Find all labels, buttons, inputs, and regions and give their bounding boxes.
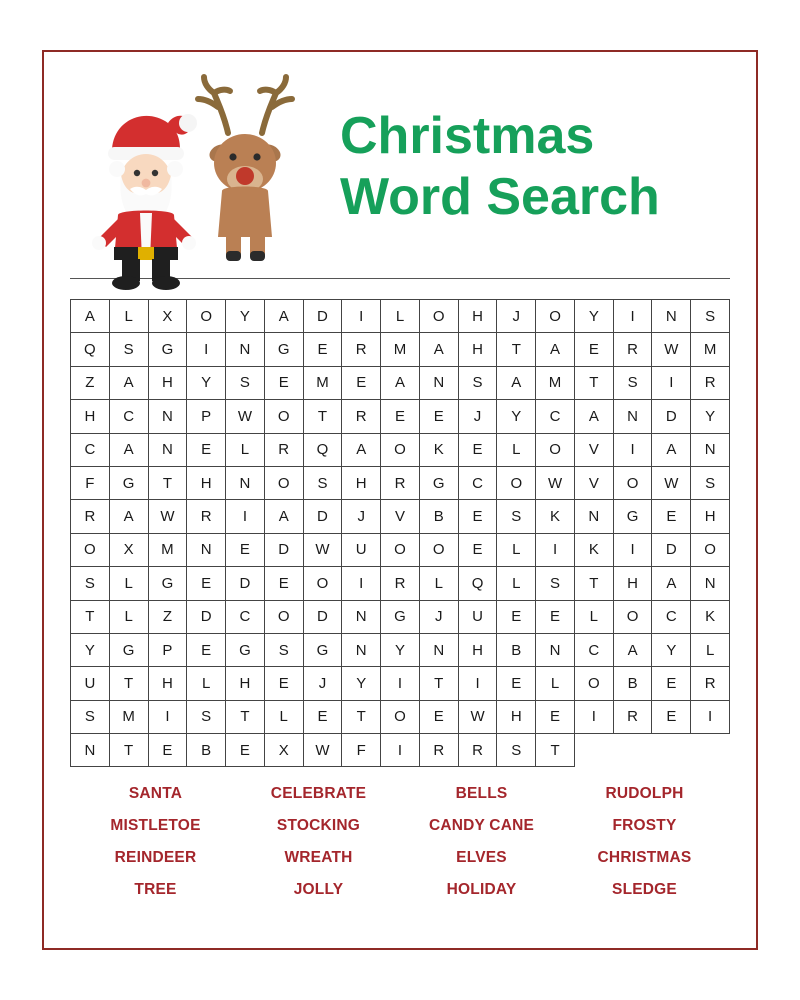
grid-cell[interactable]: H bbox=[342, 467, 381, 500]
grid-cell[interactable]: E bbox=[497, 601, 536, 634]
grid-cell[interactable]: C bbox=[652, 601, 691, 634]
grid-cell[interactable]: N bbox=[226, 467, 265, 500]
grid-cell[interactable]: Q bbox=[71, 333, 110, 366]
grid-cell[interactable]: N bbox=[187, 534, 226, 567]
title-line-1: Christmas bbox=[340, 106, 595, 165]
grid-cell[interactable]: L bbox=[226, 434, 265, 467]
grid-cell[interactable]: S bbox=[691, 300, 730, 333]
word-list-item[interactable]: CELEBRATE bbox=[270, 785, 367, 803]
grid-cell[interactable]: E bbox=[652, 667, 691, 700]
grid-cell[interactable]: E bbox=[304, 333, 343, 366]
reindeer-icon bbox=[188, 67, 308, 267]
grid-cell[interactable]: I bbox=[149, 701, 188, 734]
grid-cell[interactable]: L bbox=[110, 300, 149, 333]
grid-cell[interactable]: O bbox=[614, 601, 653, 634]
grid-cell[interactable]: H bbox=[149, 667, 188, 700]
grid-cell[interactable]: S bbox=[497, 734, 536, 767]
grid-cell[interactable]: E bbox=[381, 400, 420, 433]
grid-cell[interactable]: O bbox=[420, 534, 459, 567]
word-list-item[interactable]: FROSTY bbox=[612, 817, 677, 835]
word-search-grid bbox=[70, 299, 730, 767]
grid-cell[interactable]: C bbox=[459, 467, 498, 500]
grid-cell[interactable]: T bbox=[575, 367, 614, 400]
grid-cell[interactable]: C bbox=[71, 434, 110, 467]
grid-cell[interactable]: C bbox=[575, 634, 614, 667]
word-list-item[interactable]: STOCKING bbox=[276, 817, 361, 835]
grid-cell[interactable]: E bbox=[342, 367, 381, 400]
grid-cell[interactable]: H bbox=[149, 367, 188, 400]
worksheet-header bbox=[66, 62, 734, 272]
grid-cell[interactable]: X bbox=[149, 300, 188, 333]
grid-cell[interactable]: R bbox=[342, 333, 381, 366]
grid-cell[interactable]: R bbox=[420, 734, 459, 767]
grid-cell[interactable]: R bbox=[187, 500, 226, 533]
grid-cell[interactable]: N bbox=[536, 634, 575, 667]
grid-cell[interactable]: B bbox=[187, 734, 226, 767]
word-list-item[interactable]: ELVES bbox=[456, 849, 507, 867]
grid-cell[interactable]: R bbox=[71, 500, 110, 533]
grid-cell[interactable]: T bbox=[575, 567, 614, 600]
grid-cell[interactable]: O bbox=[497, 467, 536, 500]
grid-cell[interactable]: L bbox=[497, 434, 536, 467]
grid-cell[interactable]: O bbox=[420, 300, 459, 333]
grid-cell[interactable]: A bbox=[71, 300, 110, 333]
grid-cell[interactable]: Y bbox=[652, 634, 691, 667]
grid-cell[interactable]: N bbox=[575, 500, 614, 533]
grid-cell[interactable]: C bbox=[226, 601, 265, 634]
grid-cell[interactable]: D bbox=[304, 500, 343, 533]
word-list-item[interactable]: TREE bbox=[134, 881, 177, 899]
grid-cell[interactable]: F bbox=[71, 467, 110, 500]
grid-cell[interactable]: M bbox=[149, 534, 188, 567]
grid-cell[interactable]: Y bbox=[187, 367, 226, 400]
grid-cell[interactable]: E bbox=[265, 567, 304, 600]
grid-cell[interactable]: A bbox=[536, 333, 575, 366]
santa-icon bbox=[84, 97, 204, 297]
grid-cell[interactable]: H bbox=[71, 400, 110, 433]
grid-cell[interactable]: H bbox=[614, 567, 653, 600]
grid-cell[interactable]: E bbox=[187, 567, 226, 600]
grid-cell[interactable]: E bbox=[459, 500, 498, 533]
grid-cell[interactable]: O bbox=[575, 667, 614, 700]
grid-cell[interactable]: Y bbox=[575, 300, 614, 333]
grid-cell[interactable]: O bbox=[265, 467, 304, 500]
grid-cell[interactable]: Z bbox=[71, 367, 110, 400]
grid-cell[interactable]: S bbox=[304, 467, 343, 500]
grid-cell[interactable]: E bbox=[459, 434, 498, 467]
grid-cell[interactable]: E bbox=[226, 534, 265, 567]
grid-cell[interactable]: X bbox=[265, 734, 304, 767]
grid-cell[interactable]: W bbox=[536, 467, 575, 500]
grid-cell[interactable]: L bbox=[691, 634, 730, 667]
grid-cell[interactable]: S bbox=[459, 367, 498, 400]
grid-cell[interactable]: N bbox=[691, 434, 730, 467]
grid-cell[interactable]: T bbox=[497, 333, 536, 366]
grid-cell[interactable]: M bbox=[381, 333, 420, 366]
grid-cell[interactable]: A bbox=[652, 434, 691, 467]
word-list-item[interactable]: MISTLETOE bbox=[110, 817, 201, 835]
grid-cell[interactable]: E bbox=[652, 500, 691, 533]
grid-cell[interactable]: T bbox=[304, 400, 343, 433]
grid-cell[interactable]: H bbox=[691, 500, 730, 533]
grid-cell[interactable]: G bbox=[110, 467, 149, 500]
grid-cell[interactable]: S bbox=[614, 367, 653, 400]
grid-cell[interactable]: H bbox=[459, 333, 498, 366]
grid-cell[interactable]: J bbox=[497, 300, 536, 333]
grid-cell[interactable]: N bbox=[420, 634, 459, 667]
grid-cell[interactable]: E bbox=[652, 701, 691, 734]
word-list-item[interactable]: WREATH bbox=[284, 849, 353, 867]
grid-cell[interactable]: E bbox=[459, 534, 498, 567]
grid-cell[interactable]: V bbox=[575, 467, 614, 500]
grid-cell[interactable]: O bbox=[691, 534, 730, 567]
grid-cell[interactable]: S bbox=[497, 500, 536, 533]
grid-cell[interactable]: O bbox=[265, 601, 304, 634]
grid-cell[interactable]: X bbox=[110, 534, 149, 567]
grid-cell[interactable]: A bbox=[265, 500, 304, 533]
grid-cell[interactable]: C bbox=[110, 400, 149, 433]
grid-cell[interactable]: T bbox=[420, 667, 459, 700]
grid-cell[interactable]: O bbox=[71, 534, 110, 567]
grid-cell[interactable]: S bbox=[71, 701, 110, 734]
page-title bbox=[334, 106, 734, 229]
grid-cell[interactable]: N bbox=[226, 333, 265, 366]
grid-cell[interactable]: I bbox=[187, 333, 226, 366]
grid-cell[interactable]: O bbox=[187, 300, 226, 333]
grid-cell[interactable]: W bbox=[304, 734, 343, 767]
grid-cell[interactable]: B bbox=[420, 500, 459, 533]
grid-cell[interactable]: D bbox=[226, 567, 265, 600]
grid-cell[interactable]: A bbox=[265, 300, 304, 333]
grid-cell[interactable]: G bbox=[265, 333, 304, 366]
grid-cell[interactable]: E bbox=[226, 734, 265, 767]
grid-cell[interactable]: J bbox=[342, 500, 381, 533]
grid-cell[interactable]: K bbox=[420, 434, 459, 467]
grid-cell[interactable]: I bbox=[342, 567, 381, 600]
grid-cell[interactable]: I bbox=[614, 534, 653, 567]
grid-cell[interactable]: N bbox=[149, 434, 188, 467]
grid-cell[interactable]: A bbox=[652, 567, 691, 600]
grid-cell[interactable]: A bbox=[342, 434, 381, 467]
grid-cell[interactable]: G bbox=[226, 634, 265, 667]
grid-cell[interactable]: T bbox=[71, 601, 110, 634]
grid-cell[interactable]: E bbox=[497, 667, 536, 700]
grid-cell[interactable]: S bbox=[71, 567, 110, 600]
grid-cell[interactable]: K bbox=[575, 534, 614, 567]
grid-cell[interactable]: D bbox=[265, 534, 304, 567]
grid-cell[interactable]: M bbox=[110, 701, 149, 734]
grid-cell[interactable]: M bbox=[691, 333, 730, 366]
grid-cell[interactable]: Y bbox=[71, 634, 110, 667]
grid-cell[interactable]: A bbox=[575, 400, 614, 433]
grid-cell[interactable]: W bbox=[226, 400, 265, 433]
word-list-item[interactable]: CANDY CANE bbox=[428, 817, 535, 835]
grid-cell[interactable]: L bbox=[110, 601, 149, 634]
grid-cell[interactable]: Y bbox=[342, 667, 381, 700]
grid-cell[interactable]: K bbox=[536, 500, 575, 533]
grid-cell[interactable]: B bbox=[497, 634, 536, 667]
grid-cell[interactable]: E bbox=[265, 367, 304, 400]
grid-cell[interactable]: E bbox=[304, 701, 343, 734]
grid-cell[interactable]: O bbox=[536, 300, 575, 333]
grid-cell[interactable]: B bbox=[614, 667, 653, 700]
grid-cell[interactable]: T bbox=[110, 667, 149, 700]
grid-cell[interactable]: R bbox=[265, 434, 304, 467]
grid-cell[interactable]: U bbox=[459, 601, 498, 634]
word-list-item[interactable]: BELLS bbox=[455, 785, 508, 803]
grid-cell[interactable]: A bbox=[110, 367, 149, 400]
grid-cell[interactable]: G bbox=[149, 333, 188, 366]
grid-cell[interactable]: J bbox=[304, 667, 343, 700]
grid-cell[interactable]: S bbox=[110, 333, 149, 366]
grid-cell[interactable]: W bbox=[652, 467, 691, 500]
grid-cell[interactable]: S bbox=[536, 567, 575, 600]
grid-cell[interactable]: I bbox=[614, 434, 653, 467]
grid-cell[interactable]: E bbox=[149, 734, 188, 767]
grid-cell[interactable]: T bbox=[110, 734, 149, 767]
grid-cell[interactable]: E bbox=[420, 400, 459, 433]
grid-cell[interactable]: Y bbox=[381, 634, 420, 667]
grid-cell[interactable]: O bbox=[381, 534, 420, 567]
grid-cell[interactable]: L bbox=[381, 300, 420, 333]
grid-cell[interactable]: I bbox=[614, 300, 653, 333]
grid-cell[interactable]: E bbox=[575, 333, 614, 366]
grid-cell[interactable]: I bbox=[342, 300, 381, 333]
holiday-illustration-group bbox=[84, 67, 334, 267]
grid-cell[interactable]: O bbox=[265, 400, 304, 433]
grid-cell[interactable]: N bbox=[342, 601, 381, 634]
grid-cell[interactable]: R bbox=[342, 400, 381, 433]
grid-cell[interactable]: A bbox=[420, 333, 459, 366]
grid-cell[interactable]: L bbox=[110, 567, 149, 600]
grid-cell[interactable]: W bbox=[304, 534, 343, 567]
grid-cell[interactable]: D bbox=[652, 400, 691, 433]
word-list-item[interactable]: SANTA bbox=[128, 785, 183, 803]
grid-cell[interactable]: D bbox=[187, 601, 226, 634]
grid-cell[interactable]: U bbox=[71, 667, 110, 700]
grid-cell[interactable]: N bbox=[420, 367, 459, 400]
grid-cell[interactable]: E bbox=[187, 434, 226, 467]
grid-cell[interactable]: V bbox=[381, 500, 420, 533]
grid-cell[interactable]: R bbox=[381, 567, 420, 600]
grid-cell[interactable]: C bbox=[536, 400, 575, 433]
grid-cell[interactable]: D bbox=[304, 601, 343, 634]
grid-cell[interactable]: O bbox=[381, 434, 420, 467]
word-list-item[interactable]: CHRISTMAS bbox=[597, 849, 692, 867]
grid-cell[interactable]: L bbox=[187, 667, 226, 700]
grid-cell[interactable]: L bbox=[497, 534, 536, 567]
grid-cell[interactable]: I bbox=[536, 534, 575, 567]
grid-cell[interactable]: G bbox=[149, 567, 188, 600]
grid-cell[interactable]: Y bbox=[226, 300, 265, 333]
grid-cell[interactable]: H bbox=[187, 467, 226, 500]
grid-cell[interactable]: H bbox=[459, 300, 498, 333]
grid-cell[interactable]: N bbox=[71, 734, 110, 767]
grid-cell[interactable]: D bbox=[304, 300, 343, 333]
grid-cell[interactable]: T bbox=[536, 734, 575, 767]
grid-cell[interactable]: I bbox=[652, 367, 691, 400]
grid-cell[interactable]: T bbox=[342, 701, 381, 734]
grid-cell[interactable]: P bbox=[187, 400, 226, 433]
grid-cell[interactable]: L bbox=[497, 567, 536, 600]
grid-cell[interactable]: E bbox=[265, 667, 304, 700]
worksheet-sheet bbox=[42, 50, 758, 950]
grid-cell[interactable]: O bbox=[304, 567, 343, 600]
grid-cell[interactable]: O bbox=[614, 467, 653, 500]
grid-cell[interactable]: L bbox=[575, 601, 614, 634]
grid-cell[interactable]: F bbox=[342, 734, 381, 767]
grid-cell[interactable]: S bbox=[265, 634, 304, 667]
grid-cell[interactable]: E bbox=[420, 701, 459, 734]
grid-cell[interactable]: G bbox=[304, 634, 343, 667]
grid-cell[interactable]: Y bbox=[497, 400, 536, 433]
grid-cell[interactable]: P bbox=[149, 634, 188, 667]
grid-cell[interactable]: H bbox=[226, 667, 265, 700]
grid-cell[interactable]: G bbox=[614, 500, 653, 533]
grid-cell[interactable]: A bbox=[381, 367, 420, 400]
grid-cell[interactable]: Q bbox=[304, 434, 343, 467]
grid-cell[interactable]: A bbox=[497, 367, 536, 400]
grid-cell[interactable]: T bbox=[149, 467, 188, 500]
grid-cell[interactable]: N bbox=[342, 634, 381, 667]
grid-cell[interactable]: S bbox=[226, 367, 265, 400]
grid-cell[interactable]: J bbox=[420, 601, 459, 634]
word-list-item[interactable]: JOLLY bbox=[293, 881, 344, 899]
grid-cell[interactable]: H bbox=[497, 701, 536, 734]
grid-cell[interactable]: I bbox=[575, 701, 614, 734]
grid-cell[interactable]: V bbox=[575, 434, 614, 467]
title-line-2: Word Search bbox=[340, 168, 660, 226]
grid-cell[interactable]: L bbox=[265, 701, 304, 734]
grid-cell[interactable]: J bbox=[459, 400, 498, 433]
word-list-item[interactable]: SLEDGE bbox=[612, 881, 677, 899]
grid-cell[interactable]: Q bbox=[459, 567, 498, 600]
grid-cell[interactable]: I bbox=[381, 734, 420, 767]
grid-cell[interactable]: A bbox=[110, 434, 149, 467]
grid-cell[interactable]: R bbox=[459, 734, 498, 767]
word-list-item[interactable]: RUDOLPH bbox=[605, 785, 684, 803]
grid-cell[interactable]: O bbox=[536, 434, 575, 467]
grid-cell[interactable]: W bbox=[652, 333, 691, 366]
grid-cell[interactable]: U bbox=[342, 534, 381, 567]
grid-cell[interactable]: R bbox=[614, 701, 653, 734]
word-list-item[interactable]: HOLIDAY bbox=[446, 881, 517, 899]
grid-cell[interactable]: M bbox=[536, 367, 575, 400]
grid-cell[interactable]: N bbox=[691, 567, 730, 600]
grid-cell[interactable]: I bbox=[381, 667, 420, 700]
grid-cell[interactable]: S bbox=[691, 467, 730, 500]
grid-cell[interactable]: G bbox=[420, 467, 459, 500]
grid-cell[interactable]: R bbox=[614, 333, 653, 366]
grid-cell[interactable]: E bbox=[187, 634, 226, 667]
grid-cell[interactable]: A bbox=[614, 634, 653, 667]
grid-cell[interactable]: N bbox=[149, 400, 188, 433]
grid-cell[interactable]: R bbox=[381, 467, 420, 500]
grid-cell[interactable]: T bbox=[226, 701, 265, 734]
grid-cell[interactable]: R bbox=[691, 367, 730, 400]
grid-cell[interactable]: G bbox=[110, 634, 149, 667]
grid-cell[interactable]: N bbox=[614, 400, 653, 433]
grid-cell[interactable]: K bbox=[691, 601, 730, 634]
grid-cell[interactable]: W bbox=[459, 701, 498, 734]
grid-cell[interactable]: D bbox=[652, 534, 691, 567]
grid-cell[interactable]: Y bbox=[691, 400, 730, 433]
word-list bbox=[74, 785, 726, 899]
grid-cell[interactable]: H bbox=[459, 634, 498, 667]
grid-cell[interactable]: W bbox=[149, 500, 188, 533]
grid-cell[interactable]: G bbox=[381, 601, 420, 634]
grid-cell[interactable]: I bbox=[226, 500, 265, 533]
grid-cell[interactable]: A bbox=[110, 500, 149, 533]
grid-cell[interactable]: L bbox=[536, 667, 575, 700]
grid-cell[interactable]: L bbox=[420, 567, 459, 600]
grid-cell[interactable]: I bbox=[459, 667, 498, 700]
grid-cell[interactable]: M bbox=[304, 367, 343, 400]
grid-cell[interactable]: N bbox=[652, 300, 691, 333]
grid-cell[interactable]: S bbox=[187, 701, 226, 734]
grid-cell[interactable]: Z bbox=[149, 601, 188, 634]
grid-cell[interactable]: I bbox=[691, 701, 730, 734]
word-list-item[interactable]: REINDEER bbox=[114, 849, 197, 867]
grid-cell[interactable]: E bbox=[536, 701, 575, 734]
grid-cell[interactable]: R bbox=[691, 667, 730, 700]
grid-cell[interactable]: E bbox=[536, 601, 575, 634]
grid-cell[interactable]: O bbox=[381, 701, 420, 734]
